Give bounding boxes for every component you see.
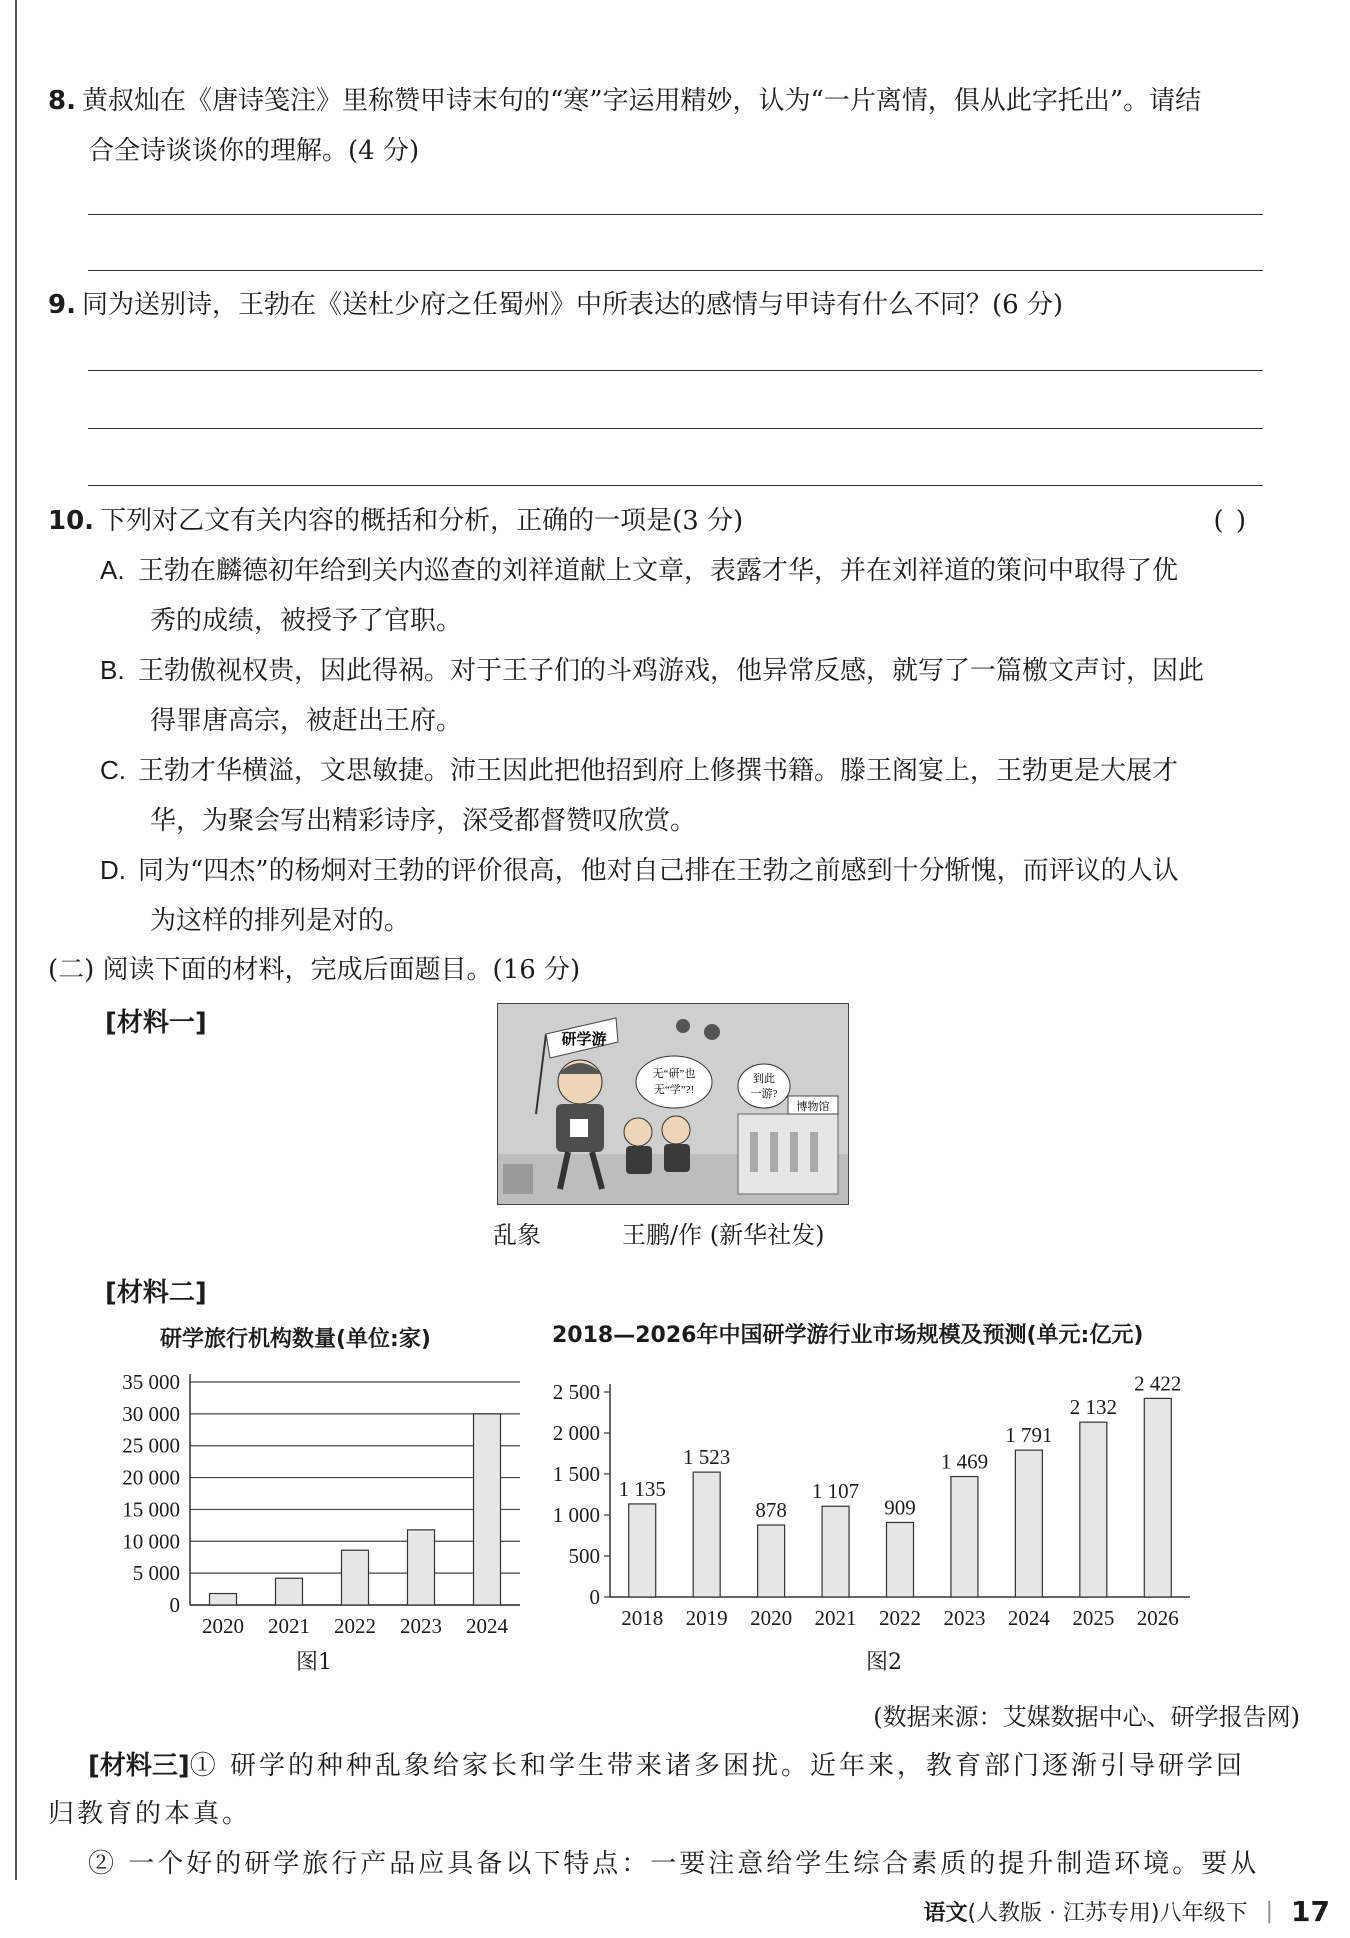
- museum-column: [790, 1132, 798, 1172]
- question-text: 下列对乙文有关内容的概括和分析，正确的一项是(3 分): [100, 506, 744, 536]
- question-9: [48, 280, 1300, 330]
- option-b[interactable]: [100, 645, 1300, 746]
- flower-shape: [676, 1019, 690, 1033]
- x-tick-label: 2020: [202, 1614, 244, 1638]
- data-label: 878: [755, 1498, 787, 1523]
- x-tick-label: 2026: [1136, 1606, 1179, 1630]
- x-tick-label: 2024: [466, 1614, 508, 1638]
- bar: [474, 1414, 501, 1605]
- x-tick-label: 2025: [1072, 1606, 1115, 1630]
- y-tick-label: 0: [589, 1585, 600, 1609]
- footer-separator: |: [1265, 1899, 1274, 1924]
- y-tick-label: 1 500: [552, 1462, 600, 1486]
- material-3-paragraph-1: [48, 1742, 1300, 1838]
- student-head: [662, 1116, 690, 1144]
- speech-bubble-text: 一游?: [750, 1088, 778, 1100]
- bar: [1080, 1422, 1107, 1597]
- option-label: C.: [100, 755, 126, 785]
- paragraph-text: ① 研学的种种乱象给家长和学生带来诸多困扰。近年来，教育部门逐渐引导研学回: [189, 1751, 1246, 1781]
- chart-1-title: 研学旅行机构数量(单位:家): [160, 1327, 431, 1352]
- speech-bubble-text: 无“学”?!: [653, 1084, 695, 1096]
- bar: [408, 1530, 435, 1605]
- building-shape: [503, 1164, 533, 1194]
- option-text: 王勃傲视权贵，因此得祸。对于王子们的斗鸡游戏，他异常反感，就写了一篇檄文声讨，因此: [138, 656, 1205, 686]
- museum-sign-text: 博物馆: [796, 1101, 830, 1113]
- y-tick-label: 20 000: [122, 1465, 180, 1490]
- question-number: 8.: [48, 86, 76, 116]
- speech-bubble-text: 到此: [753, 1073, 775, 1085]
- x-tick-label: 2021: [268, 1614, 310, 1638]
- option-text-cont: 为这样的排列是对的。: [150, 906, 411, 936]
- x-tick-label: 2022: [879, 1606, 921, 1630]
- answer-line[interactable]: [88, 485, 1263, 486]
- material-2-label: [材料二]: [105, 1278, 207, 1308]
- figure-2-label: 图2: [866, 1650, 902, 1675]
- question-text: 同为送别诗，王勃在《送杜少府之任蜀州》中所表达的感情与甲诗有什么不同？(6 分): [81, 290, 1064, 320]
- x-tick-label: 2024: [1007, 1606, 1050, 1630]
- x-tick-label: 2019: [685, 1606, 728, 1630]
- cartoon-caption-credit: 王鹏/作 (新华社发): [622, 1221, 825, 1249]
- option-label: B.: [100, 655, 125, 685]
- data-label: 1 523: [683, 1445, 731, 1470]
- y-tick-label: 10 000: [122, 1529, 180, 1554]
- question-10: [48, 496, 1300, 546]
- bar: [951, 1477, 978, 1597]
- speech-bubble-text: 无“研”也: [652, 1068, 696, 1080]
- question-text: 黄叔灿在《唐诗笺注》里称赞甲诗末句的“寒”字运用精妙，认为“一片离情，俱从此字托出”。请结: [81, 86, 1202, 116]
- answer-line[interactable]: [88, 214, 1263, 215]
- option-label: A.: [100, 555, 125, 585]
- speech-bubble: [636, 1056, 712, 1108]
- bar: [1015, 1450, 1042, 1597]
- data-label: 1 107: [811, 1479, 860, 1504]
- x-tick-label: 2018: [621, 1606, 664, 1630]
- student-body: [664, 1144, 690, 1172]
- figure-1-label: 图1: [296, 1650, 332, 1675]
- answer-line[interactable]: [88, 270, 1263, 271]
- question-text-cont: 合全诗谈谈你的理解。(4 分): [88, 136, 420, 166]
- y-tick-label: 1 000: [552, 1503, 600, 1527]
- y-tick-label: 25 000: [122, 1433, 180, 1458]
- museum-column: [770, 1132, 778, 1172]
- bar: [629, 1504, 656, 1597]
- y-tick-label: 500: [568, 1544, 600, 1568]
- flag-sign-text: 研学游: [561, 1032, 607, 1048]
- student-head: [624, 1118, 652, 1146]
- page-footer: [923, 1895, 1330, 1928]
- bar: [693, 1472, 720, 1597]
- cartoon-caption-title: 乱象: [493, 1221, 541, 1249]
- chart-2-title: 2018—2026年中国研学游行业市场规模及预测(单元:亿元): [552, 1323, 1144, 1348]
- museum-column: [750, 1132, 758, 1172]
- data-label: 909: [884, 1495, 916, 1520]
- option-text-cont: 得罪唐高宗，被赶出王府。: [150, 706, 463, 736]
- answer-line[interactable]: [88, 428, 1263, 429]
- speech-bubble: [738, 1064, 790, 1108]
- data-label: 1 469: [940, 1449, 989, 1474]
- bar: [1144, 1398, 1171, 1597]
- option-c[interactable]: [100, 745, 1300, 846]
- bar: [210, 1594, 237, 1605]
- option-text-cont: 华，为聚会写出精彩诗序，深受都督赞叹欣赏。: [150, 806, 697, 836]
- question-number: 10.: [48, 506, 95, 536]
- x-tick-label: 2021: [814, 1606, 857, 1630]
- y-tick-label: 2 000: [552, 1421, 600, 1445]
- chart-1: [80, 1360, 540, 1650]
- bar: [342, 1550, 369, 1605]
- data-label: 2 132: [1069, 1395, 1117, 1420]
- y-tick-label: 35 000: [122, 1370, 180, 1394]
- x-tick-label: 2020: [750, 1606, 793, 1630]
- material-1-label: [材料一]: [105, 1008, 207, 1038]
- page-number: 17: [1291, 1895, 1330, 1928]
- option-d[interactable]: [100, 845, 1300, 946]
- material-3-paragraph-2: ② 一个好的研学旅行产品应具备以下特点：一要注意给学生综合素质的提升制造环境。要从: [88, 1849, 1260, 1879]
- option-label: D.: [100, 855, 126, 885]
- student-body: [626, 1146, 652, 1174]
- question-number: 9.: [48, 290, 76, 320]
- y-tick-label: 15 000: [122, 1497, 180, 1522]
- data-label: 1 791: [1005, 1423, 1053, 1448]
- material-3-label: [材料三]: [88, 1751, 190, 1781]
- cartoon-drawing: [498, 1004, 848, 1204]
- option-text-cont: 秀的成绩，被授予了官职。: [150, 606, 463, 636]
- option-text: 王勃才华横溢，文思敏捷。沛王因此把他招到府上修撰书籍。滕王阁宴上，王勃更是大展才: [138, 756, 1179, 786]
- bar: [758, 1525, 785, 1597]
- data-source: (数据来源：艾媒数据中心、研学报告网): [873, 1703, 1300, 1731]
- question-8: [48, 76, 1300, 176]
- page-margin-line: [15, 0, 17, 1880]
- x-tick-label: 2023: [400, 1614, 442, 1638]
- x-tick-label: 2023: [943, 1606, 986, 1630]
- museum-column: [810, 1132, 818, 1172]
- paragraph-text-cont: 归教育的本真。: [48, 1799, 252, 1829]
- bar: [887, 1522, 914, 1597]
- bar: [276, 1578, 303, 1605]
- chart-2: [530, 1360, 1250, 1650]
- bar: [822, 1506, 849, 1597]
- answer-line[interactable]: [88, 370, 1263, 371]
- y-tick-label: 30 000: [122, 1401, 180, 1426]
- option-text: 同为“四杰”的杨炯对王勃的评价很高，他对自己排在王勃之前感到十分惭愧，而评议的人认: [138, 856, 1179, 886]
- data-label: 1 135: [618, 1476, 666, 1501]
- y-tick-label: 0: [169, 1593, 180, 1617]
- section-title: (二) 阅读下面的材料，完成后面题目。(16 分): [48, 955, 581, 985]
- x-tick-label: 2022: [334, 1614, 376, 1638]
- y-tick-label: 5 000: [132, 1561, 180, 1586]
- option-a[interactable]: [100, 545, 1300, 646]
- footer-subject: 语文: [923, 1901, 968, 1926]
- data-label: 2 422: [1134, 1371, 1182, 1396]
- flower-shape: [704, 1024, 720, 1040]
- cartoon-illustration: [497, 1003, 849, 1205]
- answer-parentheses[interactable]: ( ): [1213, 506, 1248, 536]
- y-tick-label: 2 500: [552, 1380, 600, 1404]
- option-text: 王勃在麟德初年给到关内巡查的刘祥道献上文章，表露才华，并在刘祥道的策问中取得了优: [138, 556, 1179, 586]
- guide-badge: [570, 1119, 588, 1137]
- footer-detail: (人教版 · 江苏专用)八年级下: [967, 1901, 1248, 1926]
